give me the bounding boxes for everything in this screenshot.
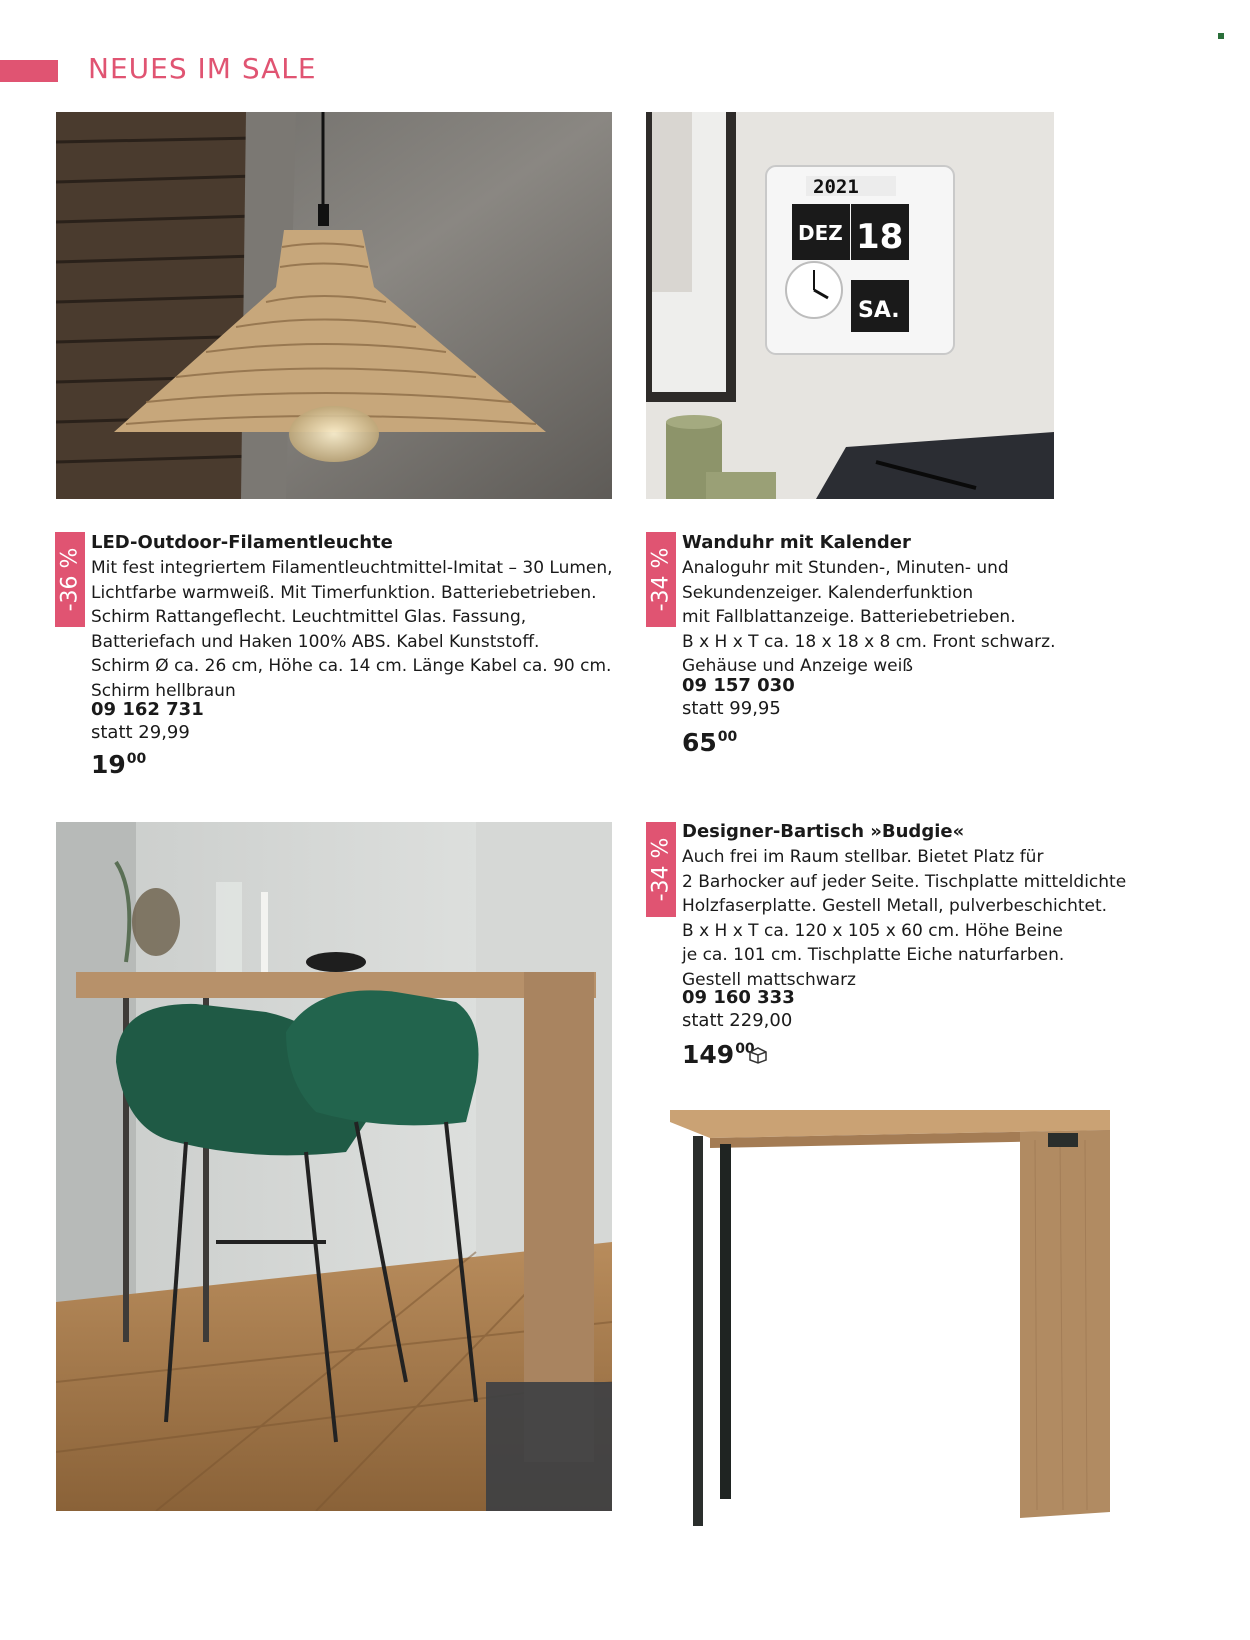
price: $19^{00}$ — [91, 750, 147, 779]
price: $149^{00}$ — [682, 1040, 755, 1069]
product-name: LED-Outdoor-Filamentleuchte — [91, 532, 393, 553]
discount-badge: -34 % — [646, 532, 676, 627]
price: $65^{00}$ — [682, 728, 738, 757]
svg-text:18: 18 — [856, 217, 904, 257]
bar-table-photo — [665, 1100, 1115, 1540]
svg-text:SA.: SA. — [858, 298, 900, 323]
clock-year: 2021 — [813, 176, 859, 198]
product-description: Analoguhr mit Stunden-, Minuten- und Sekundenzeiger. Kalenderfunktion mit Fallblattanzeige. Batteriebetrieben. B x H x T ca. 18 x 18 x 8 cm. Front schwarz. Gehäuse und Anzeige weiß — [682, 558, 1056, 677]
product-description: Mit fest integriertem Filamentleuchtmittel-Imitat – 30 Lumen, Lichtfarbe warmweiß. Mit Timerfunktion. Batteriebetrieben. Schirm Rattangeflecht. Leuchtmittel Glas. Fassung, Batteriefach und Haken 100% ABS. Kabel Kunststoff. Schirm Ø ca. 26 cm, Höhe ca. 14 cm. Länge Kabel ca. 90 cm. Schirm hellbraun — [91, 558, 613, 701]
article-number: 09 157 030 — [682, 675, 795, 696]
product-description: Auch frei im Raum stellbar. Bietet Platz für 2 Barhocker auf jeder Seite. Tischplatte mitteldichte Holzfaserplatte. Gestell Metall, pulverbeschichtet. B x H x T ca. 120 x 105 x 60 cm. Höhe Beine je ca. 101 cm. Tischplatte Eiche naturfarben. Gestell mattschwarz — [682, 847, 1127, 990]
lamp-photo — [56, 112, 612, 499]
article-number: 09 160 333 — [682, 987, 795, 1008]
old-price: statt 29,99 — [91, 722, 190, 743]
page-title: NEUES IM SALE — [88, 52, 317, 85]
clock-photo — [646, 112, 1054, 499]
article-number: 09 162 731 — [91, 699, 204, 720]
svg-text:DEZ: DEZ — [798, 221, 843, 245]
old-price: statt 229,00 — [682, 1010, 793, 1031]
product-name: Wanduhr mit Kalender — [682, 532, 911, 553]
product-name: Designer-Bartisch »Budgie« — [682, 821, 965, 842]
old-price: statt 99,95 — [682, 698, 781, 719]
corner-mark — [1218, 33, 1224, 39]
bar-scene-photo — [56, 822, 612, 1511]
header-accent-bar — [0, 60, 58, 82]
discount-badge: -36 % — [55, 532, 85, 627]
package-icon — [748, 1046, 768, 1068]
discount-badge: -34 % — [646, 822, 676, 917]
